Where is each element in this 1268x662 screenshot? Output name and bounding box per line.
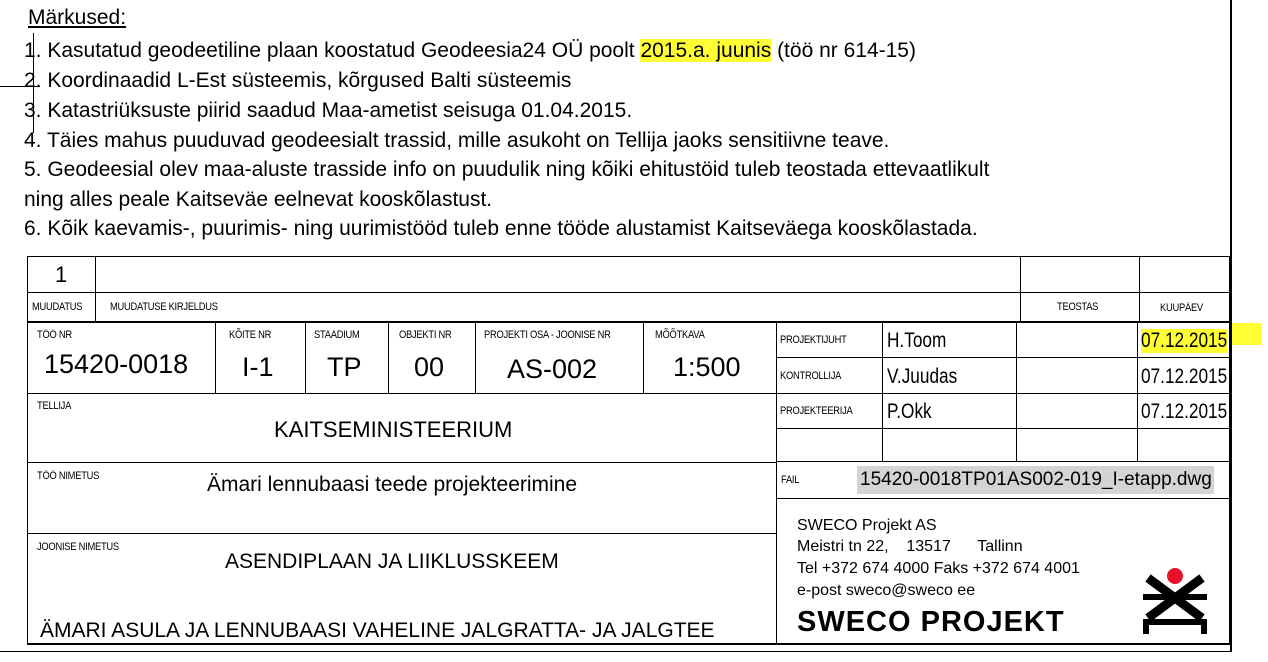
tb-line bbox=[27, 533, 777, 534]
person-role: PROJEKTEERIJA bbox=[780, 405, 853, 417]
note-text: 1. Kasutatud geodeetiline plaan koostatud Geodeesia24 OÜ poolt bbox=[24, 39, 641, 62]
note-line-1 bbox=[24, 39, 916, 63]
person-name: V.Juudas bbox=[887, 365, 958, 388]
note-text: (töö nr 614-15) bbox=[771, 39, 916, 62]
tb-line bbox=[776, 461, 1230, 462]
tb-line bbox=[776, 393, 1230, 394]
person-role: PROJEKTIJUHT bbox=[780, 334, 847, 346]
job-name-label: TÖÖ NIMETUS bbox=[37, 470, 100, 482]
company-email: e-post sweco@sweco ee bbox=[797, 582, 976, 599]
frame-bottom-line bbox=[0, 651, 1232, 652]
company-phone: Tel +372 674 4000 Faks +372 674 4001 bbox=[797, 560, 1080, 577]
file-label: FAIL bbox=[781, 474, 800, 486]
revision-date-header: KUUPÄEV bbox=[1160, 302, 1203, 314]
client-name: KAITSEMINISTEERIUM bbox=[274, 417, 513, 442]
file-name: 15420-0018TP01AS002-019_I-etapp.dwg bbox=[857, 466, 1214, 494]
tb-line bbox=[27, 393, 777, 394]
tb-line bbox=[475, 322, 476, 394]
drawing-name-line1: ASENDIPLAAN JA LIIKLUSSKEEM bbox=[225, 550, 559, 573]
tb-line bbox=[776, 428, 1230, 429]
revision-muudatus-header: MUUDATUS bbox=[32, 301, 83, 313]
client-label: TELLIJA bbox=[37, 400, 72, 412]
company-address: Meistri tn 22, 13517 Tallinn bbox=[797, 538, 1023, 555]
note-line-6: ning alles peale Kaitseväe eelnevat kooskõlastust. bbox=[24, 188, 493, 211]
tb-line bbox=[1137, 322, 1138, 462]
project-part: AS-002 bbox=[507, 354, 598, 384]
stage: TP bbox=[327, 352, 362, 382]
object-number: 00 bbox=[414, 352, 445, 382]
highlight-mark bbox=[1232, 323, 1262, 345]
tb-line bbox=[1229, 256, 1230, 644]
tb-line bbox=[27, 256, 28, 644]
tb-line bbox=[1016, 322, 1017, 462]
revision-teostas-header: TEOSTAS bbox=[1057, 301, 1099, 313]
tb-line bbox=[643, 322, 644, 394]
logo-dot bbox=[1167, 568, 1183, 584]
volume-number-header: KÕITE NR bbox=[229, 329, 272, 341]
person-name: H.Toom bbox=[887, 329, 947, 352]
tb-line bbox=[27, 256, 1230, 257]
job-name: Ämari lennubaasi teede projekteerimine bbox=[207, 473, 578, 496]
note-line-3: 3. Katastriüksuste piirid saadud Maa-ametist seisuga 01.04.2015. bbox=[24, 99, 633, 122]
person-date: 07.12.2015 bbox=[1141, 329, 1228, 352]
scale: 1:500 bbox=[673, 352, 741, 382]
tb-line bbox=[1139, 256, 1140, 322]
project-part-header: PROJEKTI OSA - JOONISE NR bbox=[484, 329, 611, 341]
tb-line bbox=[215, 322, 216, 394]
tb-line bbox=[27, 321, 1230, 323]
tb-line bbox=[305, 322, 306, 394]
object-number-header: OBJEKTI NR bbox=[399, 329, 452, 341]
note-line-5: 5. Geodeesial olev maa-aluste trasside info on puudulik ning kõiki ehitustöid tuleb teostada ettevaatlikult bbox=[24, 158, 990, 181]
revision-number: 1 bbox=[55, 262, 68, 287]
person-date: 07.12.2015 bbox=[1141, 365, 1228, 388]
revision-description-header: MUUDATUSE KIRJELDUS bbox=[110, 301, 218, 313]
drawing-name-label: JOONISE NIMETUS bbox=[37, 541, 119, 553]
stage-header: STAADIUM bbox=[314, 329, 360, 341]
tb-line bbox=[776, 322, 777, 644]
person-name: P.Okk bbox=[887, 400, 932, 423]
tb-line bbox=[776, 357, 1230, 358]
tb-line bbox=[882, 322, 883, 462]
note-line-2: 2. Koordinaadid L-Est süsteemis, kõrgused Balti süsteemis bbox=[24, 69, 572, 92]
sweco-logo-icon bbox=[1140, 564, 1210, 638]
person-date: 07.12.2015 bbox=[1141, 400, 1228, 423]
tb-line bbox=[27, 462, 777, 463]
work-number-header: TÖÖ NR bbox=[37, 329, 72, 341]
work-number: 15420-0018 bbox=[44, 349, 189, 379]
logo-base bbox=[1146, 622, 1204, 634]
tb-line bbox=[27, 292, 1230, 293]
company-logo-text: SWECO PROJEKT bbox=[797, 606, 1065, 638]
drawing-name-line2: ÄMARI ASULA JA LENNUBAASI VAHELINE JALGRATTA- JA JALGTEE bbox=[40, 619, 715, 642]
volume-number: I-1 bbox=[242, 352, 274, 382]
tb-line bbox=[1020, 256, 1021, 322]
tb-line bbox=[388, 322, 389, 394]
person-role: KONTROLLIJA bbox=[780, 370, 842, 382]
note-line-7: 6. Kõik kaevamis-, puurimis- ning uurimistööd tuleb enne tööde alustamist Kaitseväega kooskõlastada. bbox=[24, 217, 978, 240]
note-line-4: 4. Täies mahus puuduvad geodeesialt trassid, mille asukoht on Tellija jaoks sensitiivne teave. bbox=[24, 129, 890, 152]
company-name: SWECO Projekt AS bbox=[797, 517, 937, 534]
note-highlight: 2015.a. juunis bbox=[640, 39, 772, 62]
tb-line bbox=[27, 643, 1230, 645]
notes-heading: Märkused: bbox=[28, 6, 127, 29]
scale-header: MÕÕTKAVA bbox=[655, 329, 705, 341]
tb-line bbox=[95, 256, 96, 322]
tb-line bbox=[776, 498, 1230, 499]
logo-bar bbox=[1143, 594, 1207, 600]
